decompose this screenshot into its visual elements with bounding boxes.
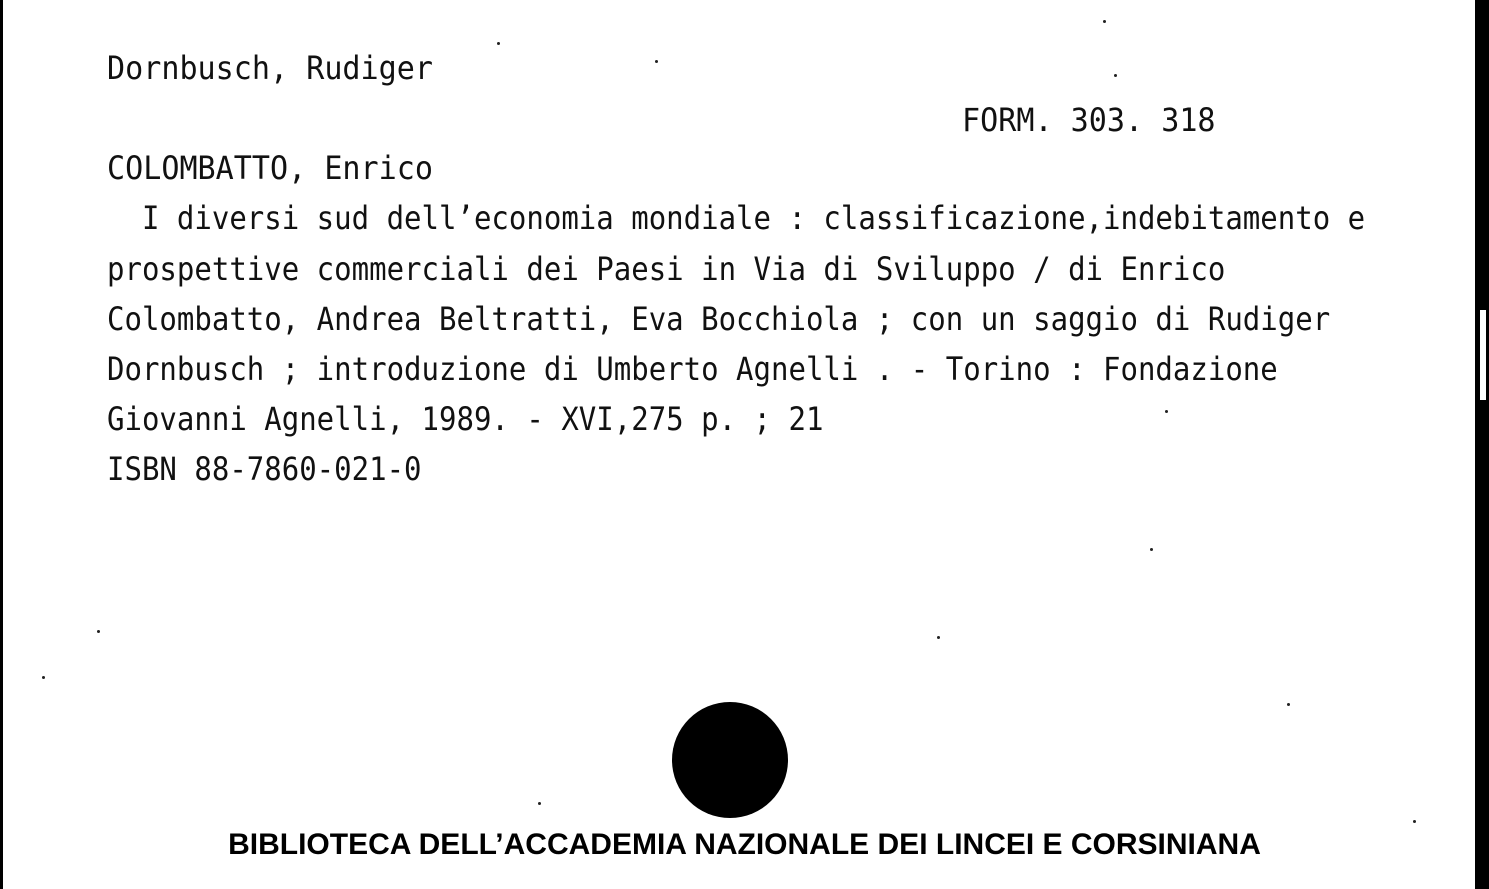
scan-speck: [1114, 74, 1117, 77]
added-author-heading: Dornbusch, Rudiger: [107, 49, 433, 87]
scan-speck: [497, 42, 500, 45]
description-line: Dornbusch ; introduzione di Umberto Agnelli . - Torino : Fondazione: [107, 350, 1278, 388]
shelfmark: FORM. 303. 318: [962, 101, 1216, 139]
library-footer: BIBLIOTECA DELL’ACCADEMIA NAZIONALE DEI LINCEI E CORSINIANA: [228, 828, 1261, 861]
scan-speck: [1103, 20, 1106, 23]
scan-speck: [97, 630, 100, 633]
description-line: Colombatto, Andrea Beltratti, Eva Bocchiola ; con un saggio di Rudiger: [107, 300, 1331, 338]
scan-speck: [1165, 410, 1168, 413]
description-line: prospettive commerciali dei Paesi in Via di Sviluppo / di Enrico: [107, 250, 1226, 288]
isbn-line: ISBN 88-7860-021-0: [107, 450, 422, 488]
card-right-edge: [1475, 0, 1489, 889]
scan-speck: [655, 60, 658, 63]
description-line: Giovanni Agnelli, 1989. - XVI,275 p. ; 21: [107, 400, 824, 438]
scan-speck: [1150, 548, 1153, 551]
card-left-edge: [0, 0, 3, 889]
scan-speck: [1287, 703, 1290, 706]
description-line: I diversi sud dell’economia mondiale : classificazione,indebitamento e: [107, 199, 1366, 237]
card-edge-notch: [1478, 310, 1486, 400]
scan-speck: [1413, 820, 1416, 823]
punch-hole: [672, 702, 788, 818]
scan-speck: [42, 676, 45, 679]
scan-speck: [937, 636, 940, 639]
scan-speck: [538, 802, 541, 805]
main-entry-heading: COLOMBATTO, Enrico: [107, 149, 433, 187]
